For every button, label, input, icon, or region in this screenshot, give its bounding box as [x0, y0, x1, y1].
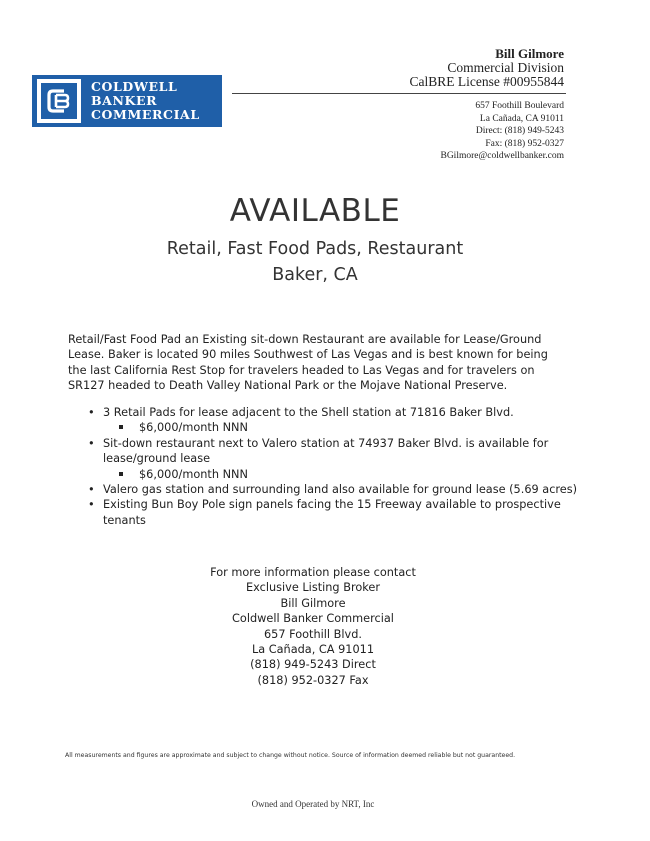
list-item [68, 405, 578, 420]
subtitle-property-types: Retail, Fast Food Pads, Restaurant [166, 239, 464, 259]
logo-line-2: BANKER [91, 93, 158, 108]
agent-division: Commercial Division [447, 60, 564, 75]
address-email[interactable]: BGilmore@coldwellbanker.com [440, 151, 564, 162]
page-title: AVAILABLE [229, 193, 401, 229]
list-item-text: Existing Bun Boy Pole sign panels facing the 15 Freeway available to prospective tenants [103, 498, 561, 527]
contact-fax: (818) 952-0327 Fax [257, 673, 369, 687]
contact-direct-phone: (818) 949-5243 Direct [250, 658, 376, 672]
list-subitem-text: $6,000/month NNN [139, 467, 248, 481]
address-fax: Fax: (818) 952-0327 [485, 138, 564, 149]
contact-city: La Cañada, CA 91011 [251, 643, 375, 657]
list-item [68, 436, 578, 467]
footer-note: Owned and Operated by NRT, Inc [251, 799, 375, 809]
contact-role: Exclusive Listing Broker [246, 581, 380, 595]
list-item [68, 497, 578, 528]
list-item-text: Valero gas station and surrounding land also available for ground lease (5.69 acres) [103, 483, 578, 497]
square-bullet-icon [119, 425, 123, 429]
contact-heading: For more information please contact [210, 566, 416, 579]
contact-name: Bill Gilmore [280, 596, 346, 610]
address-city: La Cañada, CA 91011 [479, 113, 564, 124]
logo-line-1: COLDWELL [91, 79, 178, 94]
agent-header [410, 46, 564, 89]
contact-block [0, 565, 626, 688]
agent-name: Bill Gilmore [495, 46, 564, 61]
bullet-dot-icon: • [88, 436, 95, 450]
list-item-text: 3 Retail Pads for lease adjacent to the Shell station at 71816 Baker Blvd. [103, 406, 514, 419]
disclaimer: All measurements and figures are approximate and subject to change without notice. Source of information deemed reliable but not guaranteed. [65, 752, 516, 759]
contact-company: Coldwell Banker Commercial [232, 612, 394, 626]
list-subitem-text: $6,000/month NNN [139, 421, 248, 435]
square-bullet-icon [119, 472, 123, 476]
list-item [68, 482, 578, 497]
intro-paragraph: Retail/Fast Food Pad an Existing sit-down Restaurant are available for Lease/Ground Lease. Baker is located 90 miles Southwest of Las Vegas and is best known for being the last California Rest Stop for travelers headed to Las Vegas and for travelers on SR127 headed to Death Valley National Park or the Mojave National Preserve. [68, 333, 548, 393]
cb-logo-mark-icon [37, 79, 81, 123]
feature-list [68, 405, 578, 528]
contact-street: 657 Foothill Blvd. [263, 627, 362, 641]
address-direct-phone: Direct: (818) 949-5243 [475, 126, 564, 137]
logo-wordmark [91, 80, 200, 122]
coldwell-banker-commercial-logo [32, 75, 222, 127]
list-subitem [68, 467, 578, 482]
page-subtitle [0, 236, 630, 288]
address-street: 657 Foothill Boulevard [475, 101, 564, 111]
list-item-text: Sit-down restaurant next to Valero station at 74937 Baker Blvd. is available for lease/ground lease [103, 436, 549, 466]
bullet-dot-icon: • [88, 406, 95, 419]
logo-line-3: COMMERCIAL [91, 107, 200, 122]
bullet-dot-icon: • [88, 483, 95, 497]
agent-license: CalBRE License #00955844 [409, 74, 564, 89]
agent-address [440, 100, 564, 163]
list-subitem [68, 420, 578, 435]
subtitle-location: Baker, CA [272, 265, 358, 285]
header-divider [232, 93, 566, 94]
bullet-dot-icon: • [88, 498, 95, 512]
